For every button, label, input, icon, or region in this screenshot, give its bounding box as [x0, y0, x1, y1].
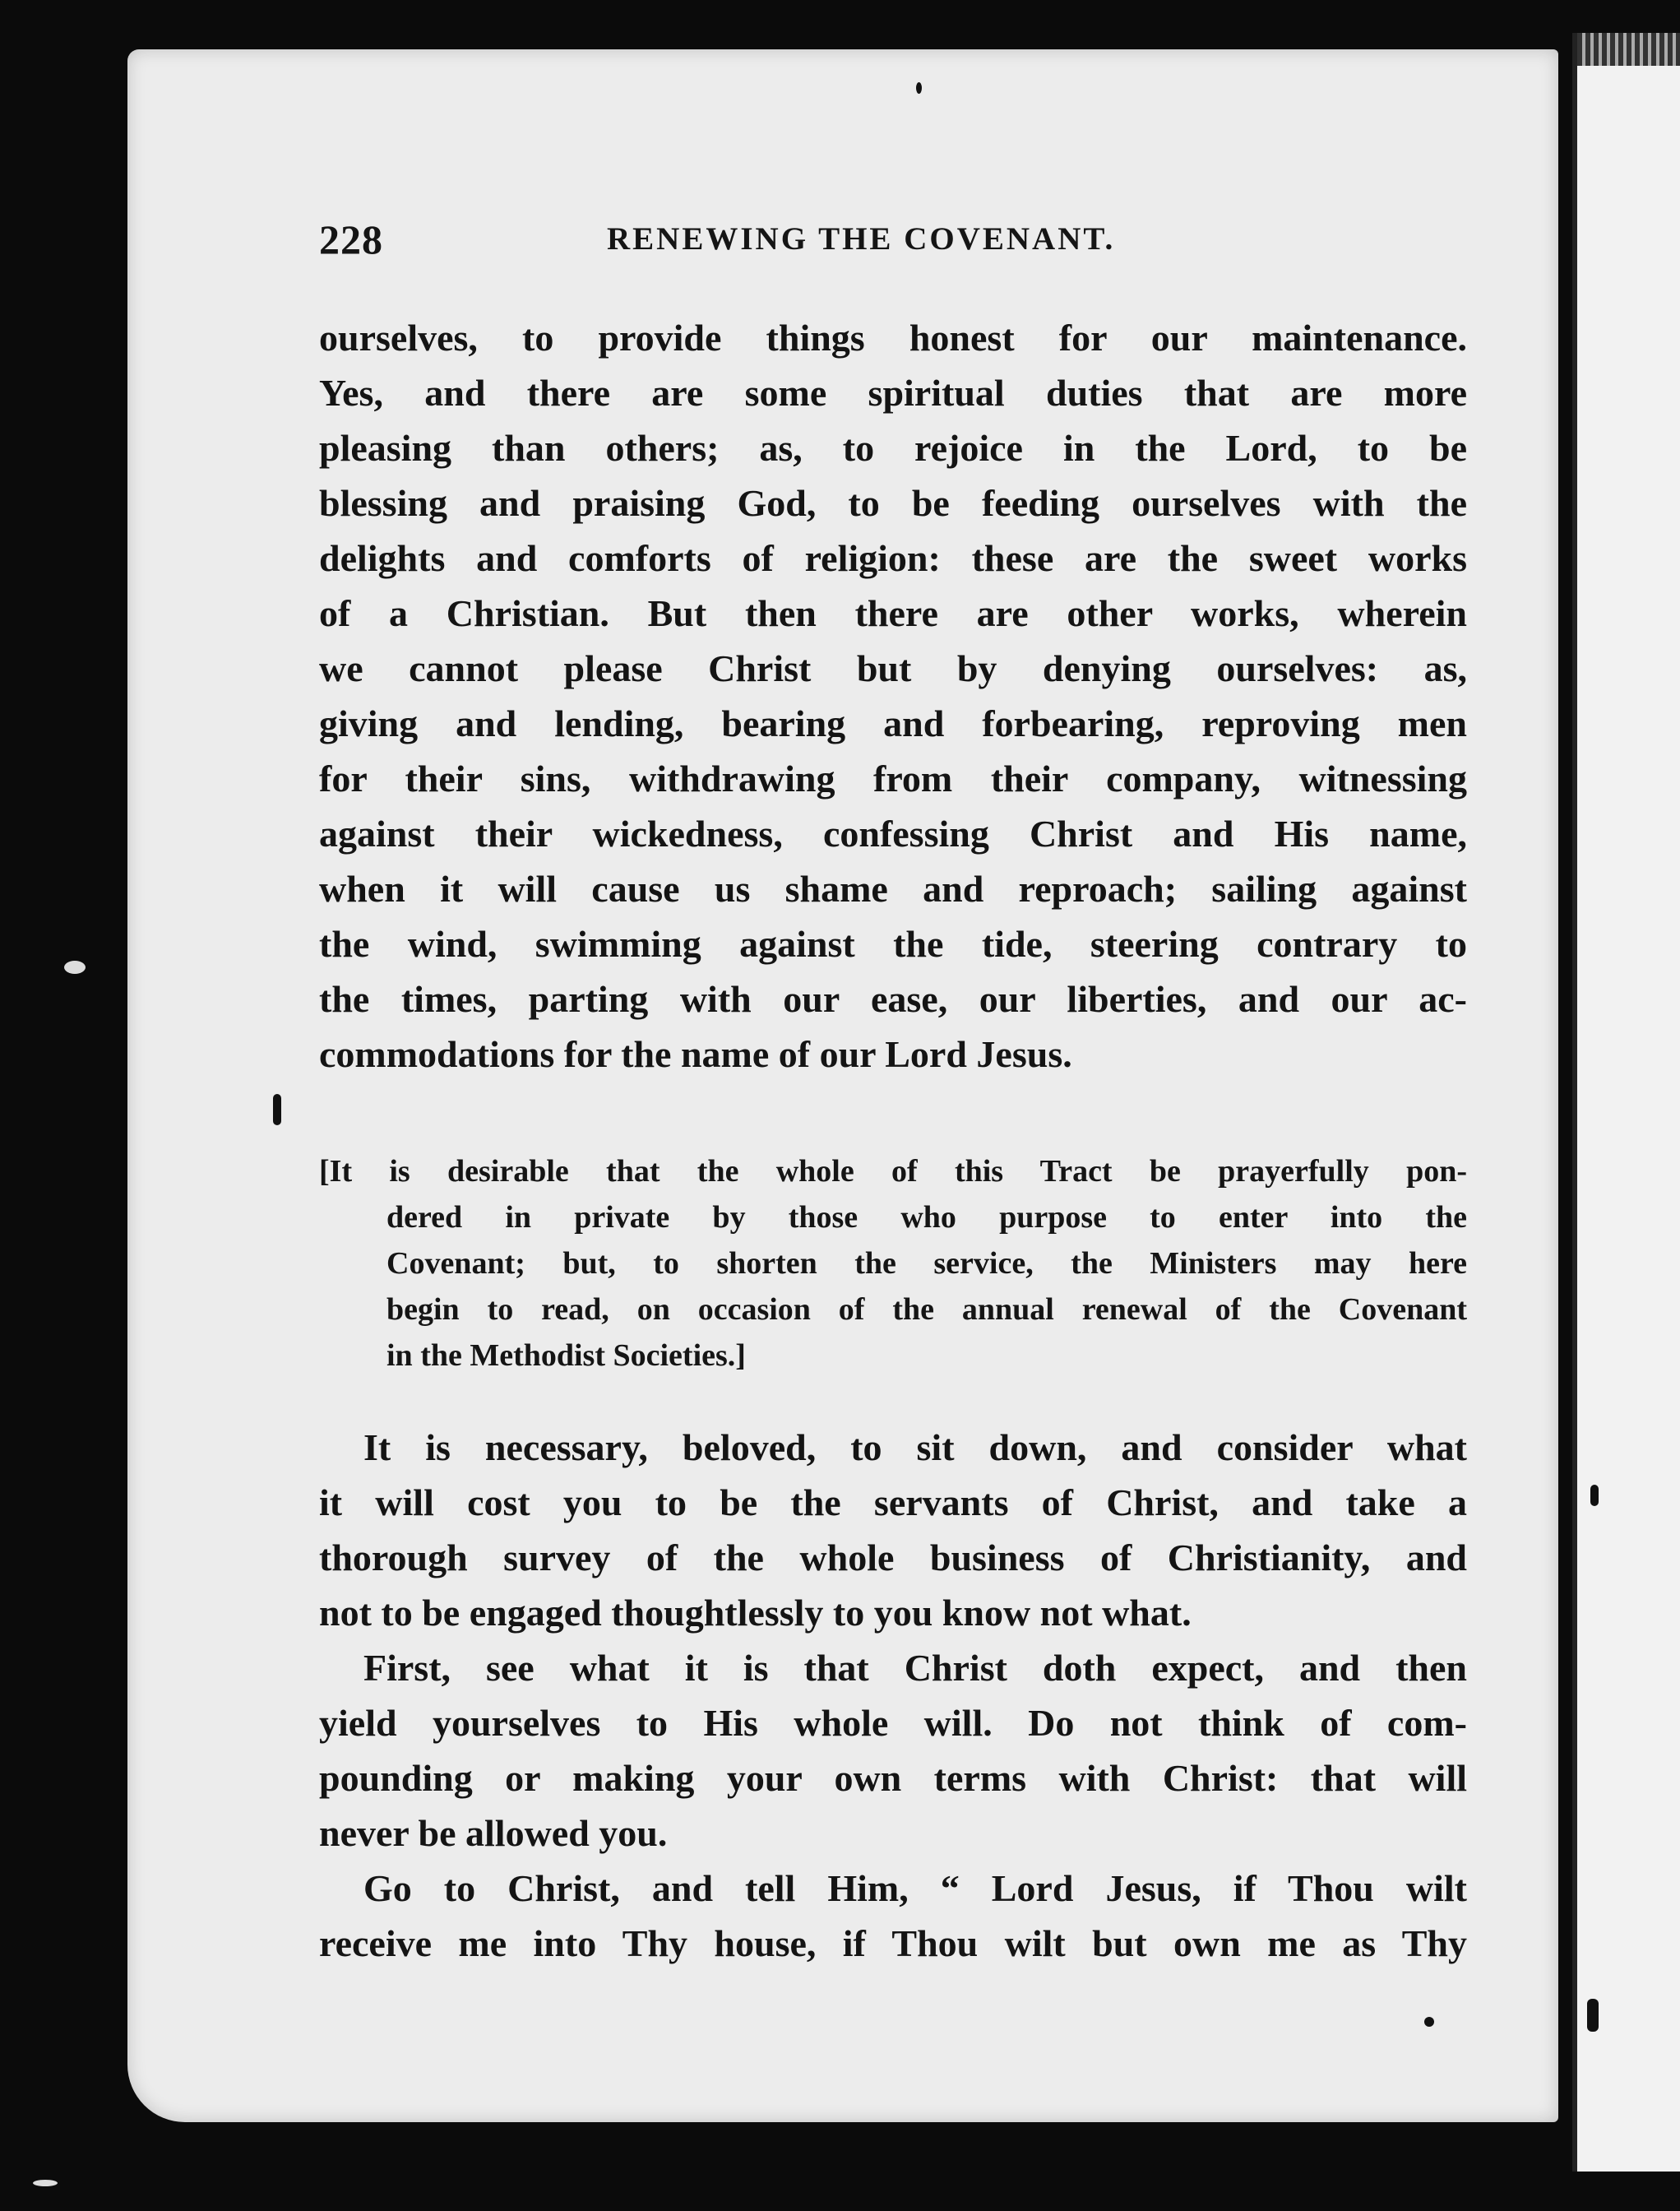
- note-line: begin to read, on occasion of the annual renewal of the Covenant: [386, 1292, 1467, 1327]
- text-line: It is necessary, beloved, to sit down, and consider what: [363, 1426, 1467, 1468]
- text-line: receive me into Thy house, if Thou wilt but own me as Thy: [319, 1922, 1467, 1964]
- running-head: [319, 216, 1470, 273]
- text-line: Go to Christ, and tell Him, “ Lord Jesus, if Thou wilt: [363, 1867, 1467, 1909]
- text-line: Yes, and there are some spiritual duties that are more: [319, 372, 1467, 414]
- text-line: the times, parting with our ease, our liberties, and our ac-: [319, 978, 1467, 1020]
- scan-speck: [273, 1094, 281, 1125]
- scan-speck: [1424, 2017, 1434, 2027]
- text-line: the wind, swimming against the tide, steering contrary to: [319, 923, 1467, 965]
- text-line: it will cost you to be the servants of Christ, and take a: [319, 1481, 1467, 1523]
- text-line: when it will cause us shame and reproach; sailing against: [319, 868, 1467, 910]
- text-line: for their sins, withdrawing from their company, witnessing: [319, 758, 1467, 800]
- text-line: delights and comforts of religion: these are the sweet works: [319, 537, 1467, 579]
- scan-speck: [64, 961, 86, 974]
- text-line: commodations for the name of our Lord Jesus.: [319, 1033, 1072, 1075]
- scan-speck: [1590, 1485, 1599, 1506]
- running-title: RENEWING THE COVENANT.: [607, 221, 1116, 257]
- text-line: against their wickedness, confessing Christ and His name,: [319, 813, 1467, 855]
- text-line: not to be engaged thoughtlessly to you know not what.: [319, 1592, 1192, 1634]
- text-line: pleasing than others; as, to rejoice in the Lord, to be: [319, 427, 1467, 469]
- scan-speck: [1587, 1999, 1599, 2032]
- text-line: First, see what it is that Christ doth expect, and then: [363, 1647, 1467, 1689]
- text-line: never be allowed you.: [319, 1812, 668, 1854]
- next-page-edge: [1572, 33, 1680, 2172]
- text-line: we cannot please Christ but by denying ourselves: as,: [319, 647, 1467, 689]
- text-line: thorough survey of the whole business of Christianity, and: [319, 1537, 1467, 1578]
- note-line: Covenant; but, to shorten the service, the Ministers may here: [386, 1246, 1467, 1281]
- text-line: yield yourselves to His whole will. Do not think of com-: [319, 1702, 1467, 1744]
- text-line: pounding or making your own terms with Christ: that will: [319, 1757, 1467, 1799]
- text-line: blessing and praising God, to be feeding ourselves with the: [319, 482, 1467, 524]
- scan-speck: [33, 2180, 58, 2186]
- text-line: giving and lending, bearing and forbearing, reproving men: [319, 702, 1467, 744]
- page-edge-stripe: [1577, 33, 1680, 66]
- text-line: of a Christian. But then there are other works, wherein: [319, 592, 1467, 634]
- note-line: [It is desirable that the whole of this Tract be prayerfully pon-: [319, 1154, 1467, 1189]
- note-line: in the Methodist Societies.]: [386, 1338, 746, 1373]
- note-line: dered in private by those who purpose to enter into the: [386, 1200, 1467, 1235]
- book-page: [127, 49, 1558, 2122]
- page-number: 228: [319, 216, 383, 262]
- text-line: ourselves, to provide things honest for our maintenance.: [319, 317, 1467, 359]
- scan-speck: [916, 82, 922, 94]
